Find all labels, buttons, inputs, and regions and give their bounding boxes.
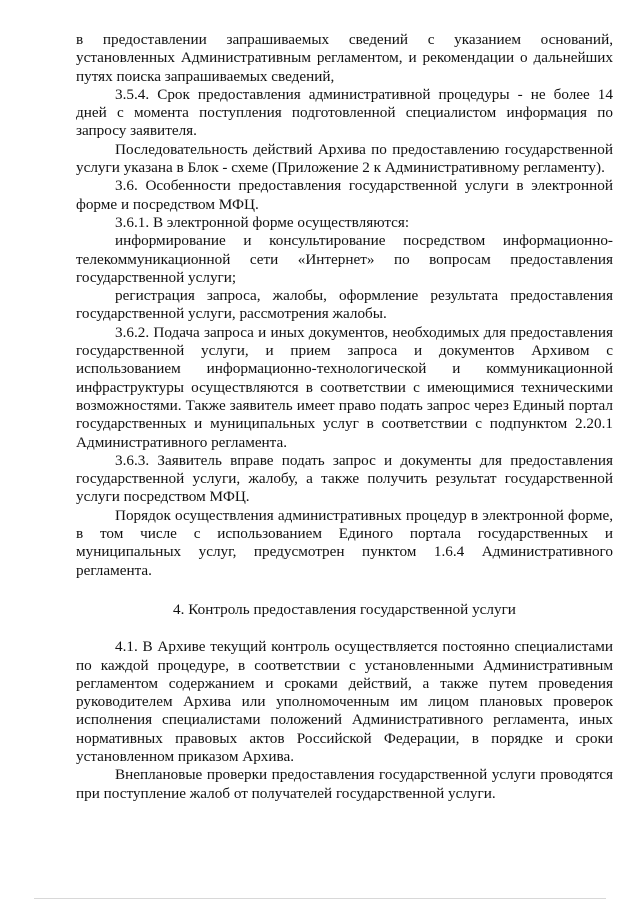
paragraph-procedure-order: Порядок осуществления административных процедур в электронной форме, в том числе с использованием Единого портала государственных и муниципальных услуг, предусмотрен пунктом 1.6.4 Административного регламента. xyxy=(76,506,613,579)
paragraph-3-6-3: 3.6.3. Заявитель вправе подать запрос и документы для предоставления государственной услуги, жалобу, а также получить результат государственной услуги посредством МФЦ. xyxy=(76,451,613,506)
paragraph-3-6-2: 3.6.2. Подача запроса и иных документов, необходимых для предоставления государственной услуги, и прием запроса и документов Архивом с использованием информационно-технологической и коммуникационной инфраструктуры осуществляются в соответствии с имеющимися техническими возможностями. Также заявитель имеет право подать запрос через Единый портал государственных и муниципальных услуг в соответствии с подпунктом 2.20.1 Административного регламента. xyxy=(76,323,613,451)
paragraph-informing: информирование и консультирование посредством информационно-телекоммуникационной сети «Интернет» по вопросам предоставления государственной услуги; xyxy=(76,232,613,286)
page-bottom-divider xyxy=(34,898,606,899)
paragraph-3-6: 3.6. Особенности предоставления государственной услуги в электронной форме и посредством МФЦ. xyxy=(76,177,613,213)
paragraph-continuation: в предоставлении запрашиваемых сведений с указанием оснований, установленных Административным регламентом, и рекомендации о дальнейших путях поиска запрашиваемых сведений, xyxy=(76,31,613,85)
document-body xyxy=(76,31,613,803)
paragraph-4-1: 4.1. В Архиве текущий контроль осуществляется постоянно специалистами по каждой процедуре, в соответствии с установленными Административным регламентом содержанием и сроками действий, а также путем проведения руководителем Архива или уполномоченным им лицом плановых проверок исполнения специалистами положений Административного регламента, иных нормативных правовых актов Российской Федерации, в порядке и сроки установленном приказом Архива. xyxy=(76,638,613,765)
paragraph-sequence-of-actions: Последовательность действий Архива по предоставлению государственной услуги указана в Блок - схеме (Приложение 2 к Административному регламенту). xyxy=(76,140,613,177)
paragraph-3-6-1: 3.6.1. В электронной форме осуществляются: xyxy=(115,213,410,231)
paragraph-registration: регистрация запроса, жалобы, оформление результата предоставления государственной услуги, рассмотрения жалобы. xyxy=(76,287,613,323)
paragraph-unscheduled-checks: Внеплановые проверки предоставления государственной услуги проводятся при поступление жалоб от получателей государственной услуги. xyxy=(76,766,613,802)
section-heading: 4. Контроль предоставления государственной услуги xyxy=(173,600,516,618)
paragraph-3-5-4: 3.5.4. Срок предоставления административной процедуры - не более 14 дней с момента поступления подготовленной специалистом информация по запросу заявителя. xyxy=(76,85,613,140)
